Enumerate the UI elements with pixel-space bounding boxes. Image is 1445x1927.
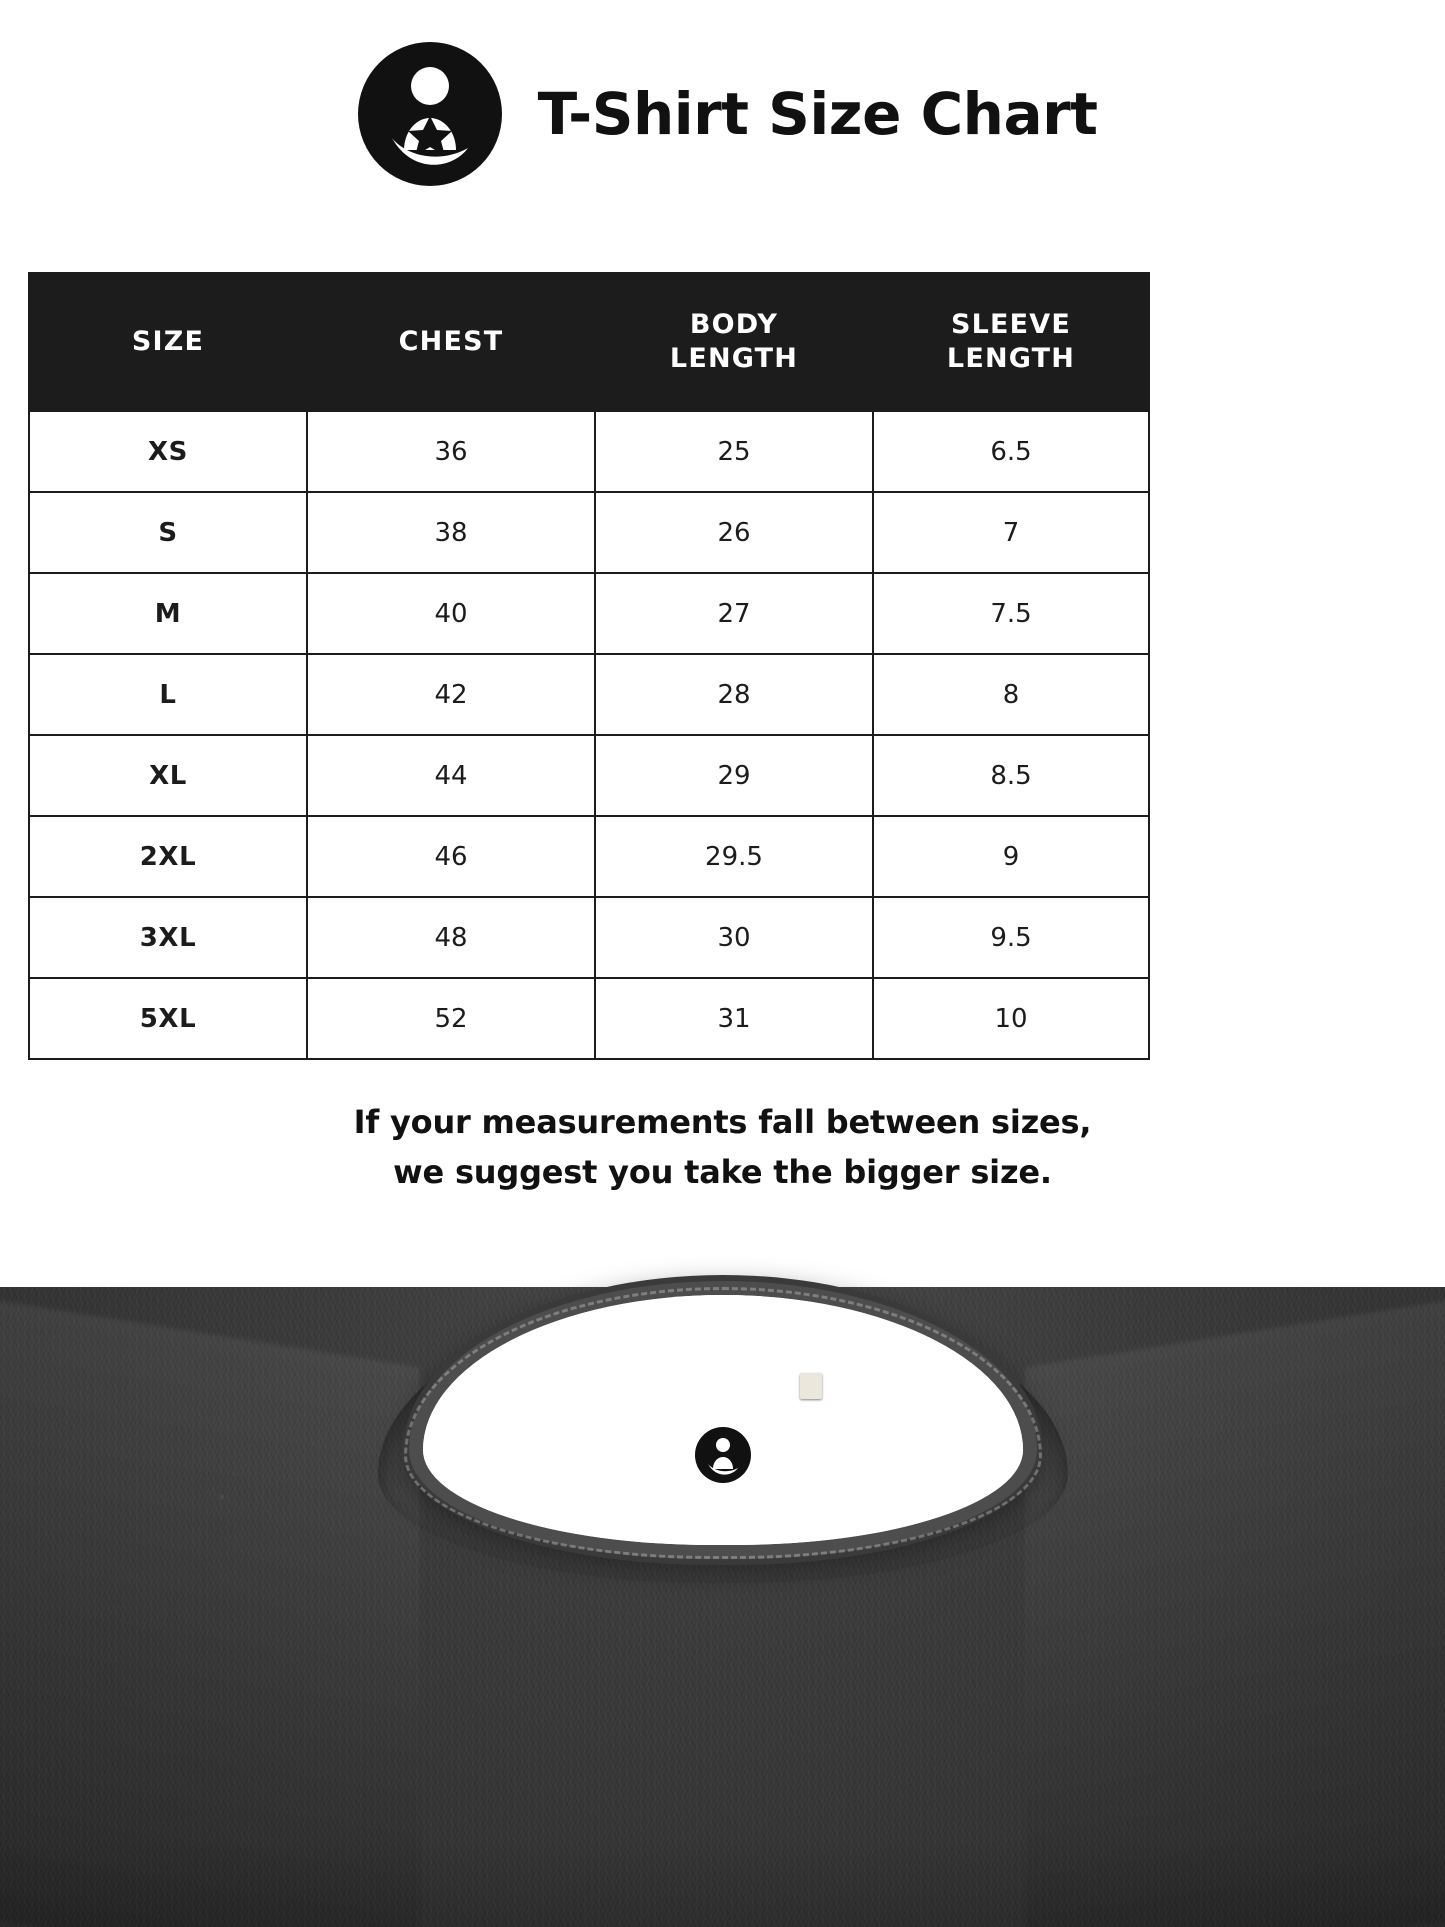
cell-sleeve-length: 9.5: [873, 897, 1149, 978]
cell-chest: 48: [307, 897, 595, 978]
cell-sleeve-length: 7: [873, 492, 1149, 573]
cell-size: 3XL: [29, 897, 307, 978]
cell-size: 2XL: [29, 816, 307, 897]
brand-logo-icon: [358, 42, 502, 186]
shirt-fabric: [0, 1287, 1445, 1927]
column-header-chest-line1: CHEST: [398, 326, 504, 358]
table-row: [29, 492, 1149, 573]
shoulder-right: [1025, 1279, 1445, 1927]
cell-sleeve-length: 9: [873, 816, 1149, 897]
brand-logo-icon: [695, 1427, 751, 1483]
size-table: [28, 272, 1150, 1060]
cell-size: S: [29, 492, 307, 573]
column-header-body-length-line1: BODY: [689, 309, 779, 341]
cell-body-length: 31: [595, 978, 873, 1059]
cell-body-length: 29.5: [595, 816, 873, 897]
column-header-size: [29, 273, 307, 411]
cell-chest: 46: [307, 816, 595, 897]
table-row: [29, 978, 1149, 1059]
fabric-shadow: [0, 1837, 1445, 1927]
table-row: [29, 897, 1149, 978]
sizing-note-line2: we suggest you take the bigger size.: [393, 1152, 1052, 1191]
table-row: [29, 411, 1149, 492]
cell-size: XL: [29, 735, 307, 816]
cell-body-length: 28: [595, 654, 873, 735]
column-header-body-length: [595, 273, 873, 411]
column-header-sleeve-length-line1: SLEEVE: [950, 309, 1072, 341]
column-header-body-length-line2: LENGTH: [669, 343, 799, 374]
care-label-icon: [800, 1373, 822, 1399]
cell-sleeve-length: 10: [873, 978, 1149, 1059]
cell-chest: 42: [307, 654, 595, 735]
cell-body-length: 29: [595, 735, 873, 816]
cell-chest: 38: [307, 492, 595, 573]
cell-body-length: 27: [595, 573, 873, 654]
page-title: T-Shirt Size Chart: [537, 79, 1098, 148]
cell-sleeve-length: 8: [873, 654, 1149, 735]
sizing-note-line1: If your measurements fall between sizes,: [353, 1103, 1092, 1141]
cell-body-length: 30: [595, 897, 873, 978]
cell-sleeve-length: 7.5: [873, 573, 1149, 654]
product-photo: [0, 1255, 1445, 1927]
table-row: [29, 573, 1149, 654]
page-header: [0, 0, 1445, 186]
column-header-sleeve-length: [873, 273, 1149, 411]
cell-size: XS: [29, 411, 307, 492]
cell-size: 5XL: [29, 978, 307, 1059]
table-row: [29, 654, 1149, 735]
column-header-chest: [307, 273, 595, 411]
cell-sleeve-length: 8.5: [873, 735, 1149, 816]
table-header-row: [29, 273, 1149, 411]
cell-chest: 52: [307, 978, 595, 1059]
column-header-size-line1: SIZE: [131, 326, 205, 358]
shoulder-left: [0, 1279, 420, 1927]
cell-body-length: 26: [595, 492, 873, 573]
cell-chest: 44: [307, 735, 595, 816]
cell-sleeve-length: 6.5: [873, 411, 1149, 492]
table-row: [29, 816, 1149, 897]
cell-body-length: 25: [595, 411, 873, 492]
size-table-container: [28, 272, 1148, 1060]
cell-chest: 40: [307, 573, 595, 654]
table-row: [29, 735, 1149, 816]
cell-size: L: [29, 654, 307, 735]
cell-size: M: [29, 573, 307, 654]
cell-chest: 36: [307, 411, 595, 492]
sizing-note: [0, 1098, 1445, 1197]
column-header-sleeve-length-line2: LENGTH: [946, 343, 1076, 374]
